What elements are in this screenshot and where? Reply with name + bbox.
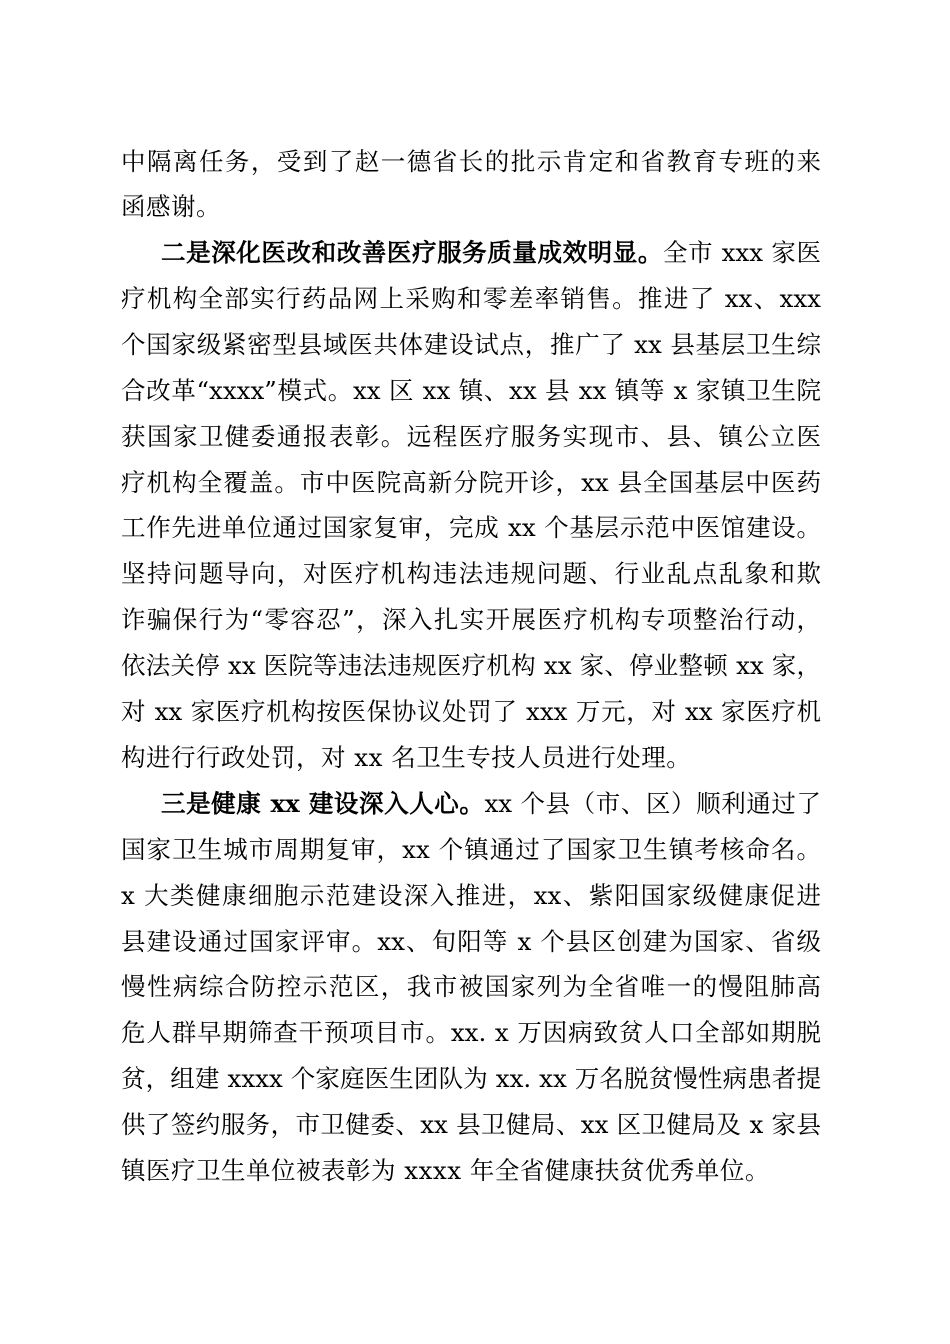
text-line: 坚持问题导向，对医疗机构违法违规问题、行业乱点乱象和欺 [121, 559, 821, 588]
text-line: 依法关停 xx 医院等违法违规医疗机构 xx 家、停业整顿 xx 家， [121, 651, 821, 680]
text-line: 工作先进单位通过国家复审，完成 xx 个基层示范中医馆建设。 [121, 513, 821, 542]
text-line: 个国家级紧密型县域医共体建设试点，推广了 xx 县基层卫生综 [121, 330, 821, 359]
text-line: 慢性病综合防控示范区，我市被国家列为全省唯一的慢阻肺高 [121, 972, 821, 1001]
text-line: x 大类健康细胞示范建设深入推进，xx、紫阳国家级健康促进 [121, 881, 821, 910]
paragraph-text: xx 个县（市、区）顺利通过了 [484, 789, 821, 818]
text-line: 疗机构全部实行药品网上采购和零差率销售。推进了 xx、xxx [121, 284, 821, 313]
text-line: 疗机构全覆盖。市中医院高新分院开诊，xx 县全国基层中医药 [121, 468, 821, 497]
text-line: 国家卫生城市周期复审，xx 个镇通过了国家卫生镇考核命名。 [121, 835, 821, 864]
paragraph-first-line [161, 787, 821, 821]
paragraph-heading: 二是深化医改和改善医疗服务质量成效明显。 [161, 238, 663, 267]
text-line: 合改革“xxxx”模式。xx 区 xx 镇、xx 县 xx 镇等 x 家镇卫生院 [121, 376, 821, 405]
text-line: 对 xx 家医疗机构按医保协议处罚了 xxx 万元，对 xx 家医疗机 [121, 697, 821, 726]
paragraph-first-line [161, 236, 821, 270]
text-line: 函感谢。 [121, 192, 221, 221]
text-line: 镇医疗卫生单位被表彰为 xxxx 年全省健康扶贫优秀单位。 [121, 1156, 770, 1185]
paragraph-heading: 三是健康 xx 建设深入人心。 [161, 789, 485, 818]
text-line: 诈骗保行为“零容忍”，深入扎实开展医疗机构专项整治行动， [121, 605, 821, 634]
text-line: 供了签约服务，市卫健委、xx 县卫健局、xx 区卫健局及 x 家县 [121, 1110, 821, 1139]
text-line: 中隔离任务，受到了赵一德省长的批示肯定和省教育专班的来 [121, 147, 821, 176]
text-line: 危人群早期筛查干预项目市。xx. x 万因病致贫人口全部如期脱 [121, 1018, 821, 1047]
text-line: 构进行行政处罚，对 xx 名卫生专技人员进行处理。 [121, 743, 692, 772]
text-line: 贫，组建 xxxx 个家庭医生团队为 xx. xx 万名脱贫慢性病患者提 [121, 1064, 821, 1093]
text-line: 县建设通过国家评审。xx、旬阳等 x 个县区创建为国家、省级 [121, 927, 821, 956]
text-line: 获国家卫健委通报表彰。远程医疗服务实现市、县、镇公立医 [121, 422, 821, 451]
paragraph-text: 全市 xxx 家医 [662, 238, 822, 267]
